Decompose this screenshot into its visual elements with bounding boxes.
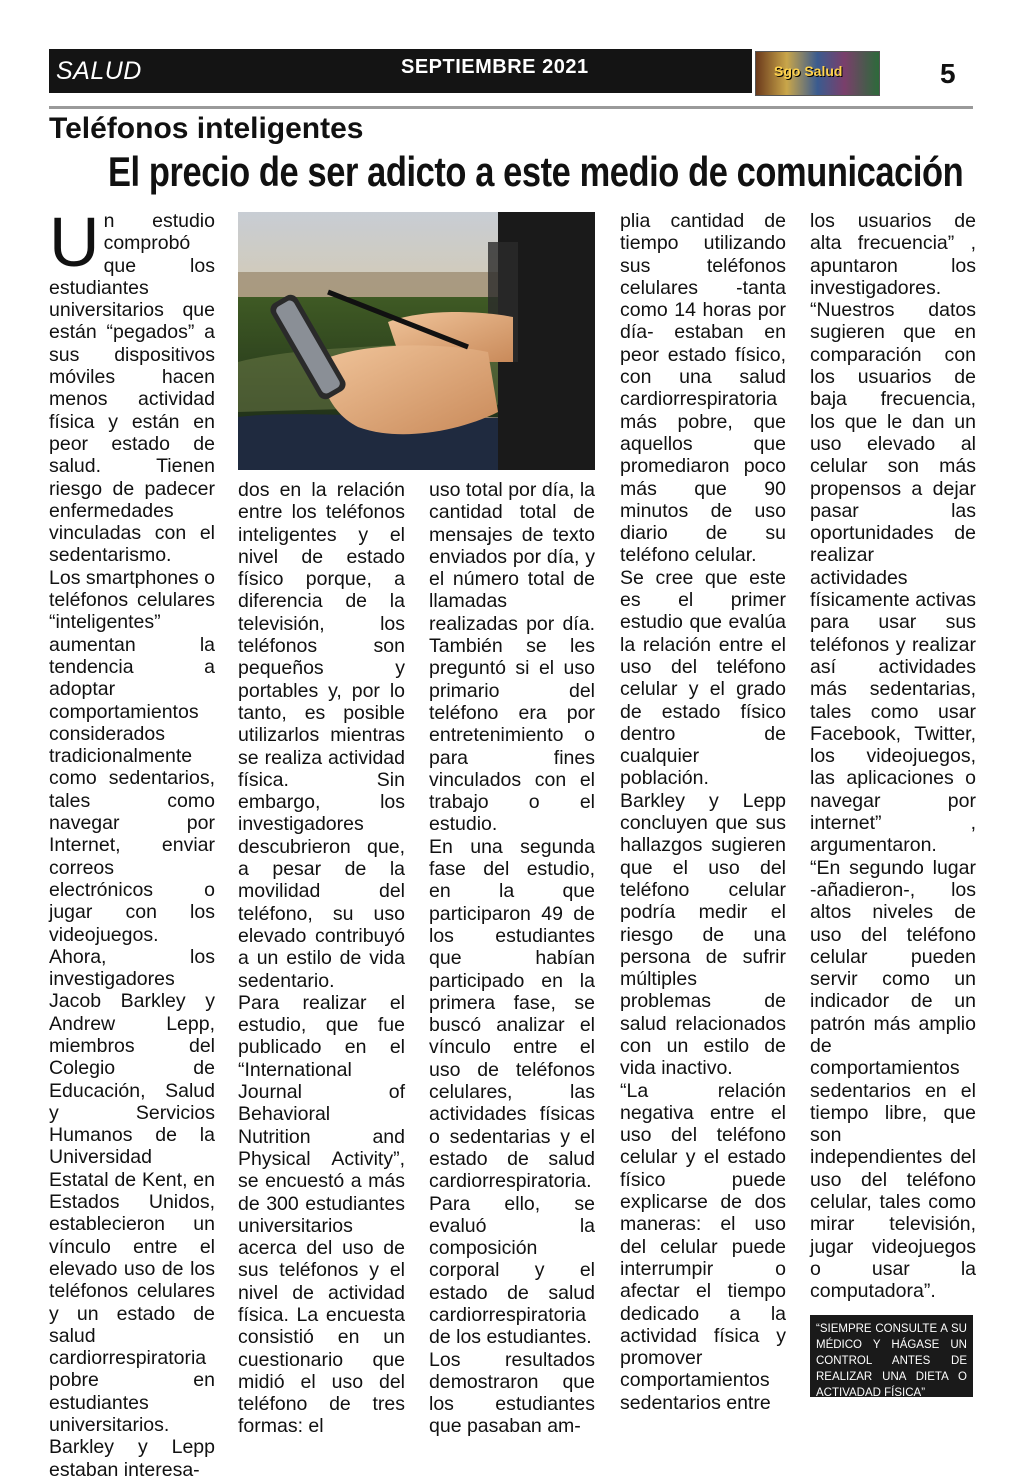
paragraph: Los smartphones o teléfonos celulares “inteligentes” aumentan la tendencia a adoptar comportamientos considerados tradicionalmente como sedentarios, tales como navegar por Internet, enviar correos electrónicos o jugar con los videojuegos. bbox=[49, 566, 215, 946]
paragraph: uso total por día, la cantidad total de mensajes de texto enviados por día, y el número total de llamadas realizadas por día. También se les preguntó si el uso primario del teléfono era por entretenimiento o para fines vinculados con el trabajo o el estudio. bbox=[429, 479, 595, 836]
article-column-4 bbox=[620, 210, 786, 1414]
article-kicker: Teléfonos inteligentes bbox=[49, 112, 364, 145]
article-column-3 bbox=[429, 479, 595, 1438]
paragraph: Barkley y Lepp concluyen que sus hallazgos sugieren que el uso del teléfono celular podría medir el riesgo de una persona de sufrir múltiples problemas de salud relacionados con un estilo de vida inactivo. bbox=[620, 789, 786, 1080]
article-column-1 bbox=[49, 203, 215, 1481]
article-headline: El precio de ser adicto a este medio de comunicación bbox=[108, 148, 964, 195]
section-name: SALUD bbox=[56, 57, 142, 85]
paragraph: “La relación negativa entre el uso del teléfono celular y el estado físico puede explicarse de dos maneras: el uso del celular puede interrumpir o afectar el tiempo dedicado a la actividad física y promover comportamientos sedentarios entre bbox=[620, 1079, 786, 1414]
health-advice-callout: “SIEMPRE CONSULTE A SU MÉDICO Y HÁGASE UN CONTROL ANTES DE REALIZAR UNA DIETA O ACTIVADAD FÍSICA” bbox=[810, 1315, 973, 1397]
section-header-bar bbox=[49, 49, 752, 93]
paragraph: En una segunda fase del estudio, en la que participaron 49 de los estudiantes que habían participado en la primera fase, se buscó analizar el vínculo entre el uso de teléfonos celulares, las actividades físicas o sedentarias y el estado de salud cardiorrespiratoria. Para ello, se evaluó la composición corporal y el estado de salud cardiorrespiratoria de los estudiantes. bbox=[429, 835, 595, 1349]
page-number: 5 bbox=[940, 58, 956, 89]
logo-text: Sgo Salud bbox=[774, 63, 843, 79]
paragraph: dos en la relación entre los teléfonos inteligentes y el nivel de estado físico porque, a diferencia de la televisión, los teléfonos son pequeños y portables y, por lo tanto, es posible utilizarlos mientras se realiza actividad física. Sin embargo, los investigadores descubrieron que, a pesar de la movilidad del teléfono, su uso elevado contribuyó a un estilo de vida sedentario. bbox=[238, 479, 405, 992]
publication-logo bbox=[755, 51, 880, 96]
drop-cap: U bbox=[49, 203, 100, 281]
article-photo-phone-hands bbox=[238, 212, 595, 470]
paragraph: Barkley y Lepp estaban interesa- bbox=[49, 1436, 215, 1481]
issue-date: SEPTIEMBRE 2021 bbox=[401, 56, 589, 78]
article-column-2 bbox=[238, 479, 405, 1438]
paragraph: Para realizar el estudio, que fue publicado en el “International Journal of Behavioral Nutrition and Physical Activity”, se encuestó a más de 300 estudiantes universitarios acerca del uso de sus teléfonos y el nivel de actividad física. La encuesta consistió en un cuestionario que midió el uso del teléfono de tres formas: el bbox=[238, 991, 405, 1438]
paragraph: Ahora, los investigadores Jacob Barkley y Andrew Lepp, miembros del Colegio de Educación, Salud y Servicios Humanos de la Universidad Estatal de Kent, en Estados Unidos, establecieron un vínculo entre el elevado uso de los teléfonos celulares y un estado de salud cardiorrespiratoria pobre en estudiantes universitarios. bbox=[49, 945, 215, 1437]
photo-illustration bbox=[238, 212, 595, 470]
paragraph: “Nuestros datos sugieren que en comparación con los usuarios de baja frecuencia, los que le dan un uso elevado al celular son más propensos a dejar pasar las oportunidades de realizar actividades físicamente activas para usar sus teléfonos y realizar así actividades más sedentarias, tales como usar Facebook, Twitter, los videojuegos, las aplicaciones o navegar por internet” , argumentaron. bbox=[810, 299, 976, 857]
paragraph: Se cree que este es el primer estudio que evalúa la relación entre el uso del teléfono celular y el grado de estado físico dentro de cualquier población. bbox=[620, 566, 786, 790]
paragraph: n estudio comprobó que los estudiantes universitarios que están “pegados” a sus dispositivos móviles hacen menos actividad física y están en peor estado de salud. Tienen riesgo de padecer enfermedades vinculadas con el sedentarismo. bbox=[49, 210, 215, 567]
paragraph: “En segundo lugar -añadieron-, los altos niveles de uso del teléfono celular pueden servir como un indicador de un patrón más amplio de comportamientos sedentarios en el tiempo libre, que son independientes del uso del teléfono celular, tales como mirar televisión, jugar videojuegos o usar la computadora”. bbox=[810, 856, 976, 1303]
article-column-5 bbox=[810, 210, 976, 1303]
paragraph: Los resultados demostraron que los estudiantes que pasaban am- bbox=[429, 1348, 595, 1438]
paragraph: plia cantidad de tiempo utilizando sus teléfonos celulares -tanta como 14 horas por día- estaban en peor estado físico, con una salud cardiorrespiratoria más pobre, que aquellos que promediaron poco más que 90 minutos de uso diario de su teléfono celular. bbox=[620, 210, 786, 567]
paragraph: los usuarios de alta frecuencia” , apuntaron los investigadores. bbox=[810, 210, 976, 299]
header-divider bbox=[49, 106, 973, 109]
